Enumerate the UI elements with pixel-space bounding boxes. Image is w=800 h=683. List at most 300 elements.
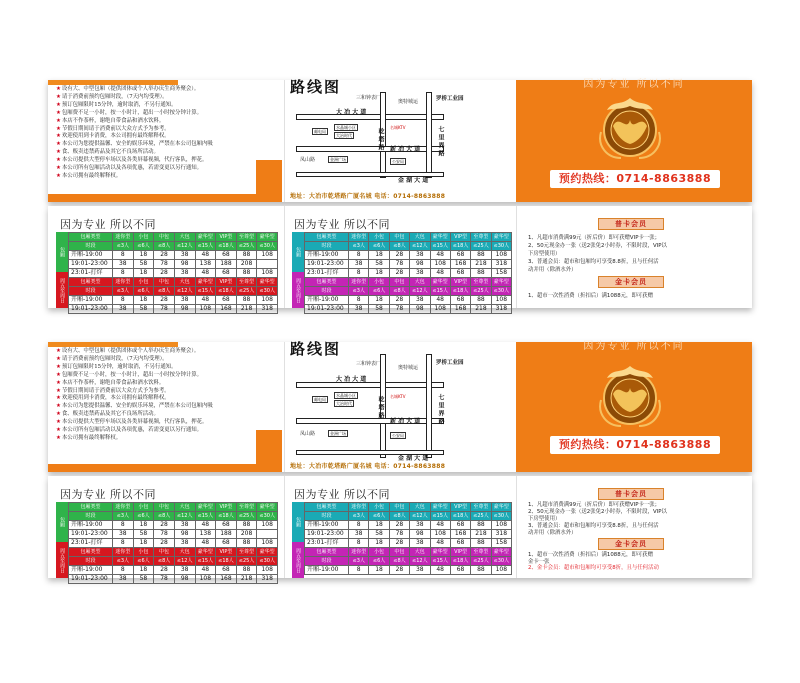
table-cell: ≤15人 xyxy=(195,512,216,521)
table-header-row xyxy=(305,548,512,557)
brand-panel xyxy=(516,80,752,202)
table-cell: 218 xyxy=(236,305,257,314)
table-cell: VIP型 xyxy=(216,278,237,287)
table-cell: 19:01-23:00 xyxy=(69,305,113,314)
table-cell: 大包 xyxy=(410,503,430,512)
table-cell: 108 xyxy=(257,539,278,548)
table-cell: 至尊型 xyxy=(471,503,491,512)
table-cell: 218 xyxy=(471,260,491,269)
table-cell: ≤18人 xyxy=(450,512,470,521)
text-line: 1、超市一次性消费（折扣后）满1088元，即可获赠 xyxy=(528,293,653,299)
table-cell: 48 xyxy=(195,539,216,548)
text-line: 1、超市一次性消费（折扣后）满1088元，即可获赠 xyxy=(528,552,653,558)
table-cell: ≤30人 xyxy=(491,512,511,521)
table-cell: 68 xyxy=(450,251,470,260)
table-cell: 迷你型 xyxy=(349,503,369,512)
notes-panel xyxy=(48,80,282,202)
table-cell: 108 xyxy=(257,296,278,305)
table-cell: ≤8人 xyxy=(389,287,409,296)
table-header-row xyxy=(69,233,278,242)
table-cell: ≤3人 xyxy=(349,557,369,566)
table-cell: 88 xyxy=(236,539,257,548)
table-cell: 至尊型 xyxy=(236,278,257,287)
table-cell: ≤6人 xyxy=(369,242,389,251)
table-cell: 98 xyxy=(174,305,195,314)
table-row xyxy=(69,296,278,305)
table-cell: 28 xyxy=(389,539,409,548)
table-cell: 78 xyxy=(154,530,175,539)
table-cell: 小包 xyxy=(133,233,154,242)
table-cell: 19:01-23:00 xyxy=(69,575,113,584)
table-cell: 时段 xyxy=(305,512,349,521)
table-cell: ≤3人 xyxy=(349,287,369,296)
text-line: 3、普通会员：超市和包厢均可享受8.8折，且与任何活 xyxy=(528,259,659,265)
table-cell: 168 xyxy=(450,305,470,314)
ktv-marker: 名城KTV xyxy=(390,125,406,130)
table-cell: 小包 xyxy=(133,278,154,287)
price-table-cyan xyxy=(304,232,512,314)
table-cell: ≤18人 xyxy=(216,242,237,251)
orange-corner xyxy=(256,160,282,202)
table-cell: 至尊型 xyxy=(471,548,491,557)
table-cell: 88 xyxy=(471,539,491,548)
table-cell: 108 xyxy=(491,296,511,305)
table-cell: 68 xyxy=(450,269,470,278)
table-row xyxy=(305,269,512,278)
table-cell: 78 xyxy=(389,305,409,314)
table-cell: 28 xyxy=(154,566,175,575)
table-header-row xyxy=(305,557,512,566)
table-cell: 迷你型 xyxy=(349,233,369,242)
table-cell: ≤30人 xyxy=(257,242,278,251)
gold-card-text xyxy=(528,292,748,300)
table-cell: 68 xyxy=(216,566,237,575)
table-cell: 108 xyxy=(430,260,450,269)
table-cell: ≤18人 xyxy=(450,557,470,566)
table-cell: ≤3人 xyxy=(113,557,134,566)
table-cell: 38 xyxy=(113,530,134,539)
table-cell: 88 xyxy=(236,296,257,305)
road-label: 七 里 界 路 xyxy=(437,394,444,425)
gold-card-title: 金卡会员 xyxy=(598,538,664,550)
table-cell: 豪华型 xyxy=(491,503,511,512)
table-cell: 68 xyxy=(450,566,470,575)
price-title: 因为专业 所以不同 xyxy=(60,218,156,231)
table-cell: ≤15人 xyxy=(430,287,450,296)
table-header-row xyxy=(305,242,512,251)
table-cell: ≤3人 xyxy=(349,512,369,521)
table-row xyxy=(305,539,512,548)
side-label: 包厢 xyxy=(292,232,304,272)
price-panel-cyan xyxy=(288,206,516,312)
table-cell: 豪华型 xyxy=(195,548,216,557)
table-cell: ≤18人 xyxy=(216,512,237,521)
table-cell: ≤6人 xyxy=(133,557,154,566)
note-item: ★ 节假日期间请于消费前以大众方式予为参考。 xyxy=(56,388,278,396)
text-line: 下房型使用） xyxy=(528,516,561,522)
table-cell: 豪华型 xyxy=(430,233,450,242)
normal-card-text xyxy=(528,234,748,274)
crest-logo xyxy=(591,360,669,432)
orange-corner xyxy=(256,430,282,472)
text-line: 3、普通会员：超市和包厢均可享受8.8折，且与任何活 xyxy=(528,523,659,529)
table-cell: 大包 xyxy=(174,503,195,512)
price-title: 因为专业 所以不同 xyxy=(294,218,390,231)
table-cell: 168 xyxy=(450,260,470,269)
table-cell: 138 xyxy=(195,530,216,539)
table-cell: 138 xyxy=(195,260,216,269)
table-cell: 88 xyxy=(471,251,491,260)
table-cell: 48 xyxy=(195,566,216,575)
map-panel xyxy=(288,80,516,202)
table-cell: 豪华型 xyxy=(195,278,216,287)
table-cell: ≤30人 xyxy=(257,512,278,521)
table-cell: ≤8人 xyxy=(154,287,175,296)
table-row xyxy=(69,251,278,260)
slogan-faint: 因为专业 所以不同 xyxy=(583,79,685,90)
table-cell: 68 xyxy=(216,539,237,548)
table-cell: 8 xyxy=(349,251,369,260)
table-cell: 迷你型 xyxy=(113,503,134,512)
table-cell: 28 xyxy=(389,296,409,305)
table-cell: 迷你型 xyxy=(113,233,134,242)
table-cell: 78 xyxy=(389,260,409,269)
table-cell: 时段 xyxy=(69,242,113,251)
table-cell: 18 xyxy=(369,566,389,575)
table-cell: ≤8人 xyxy=(154,557,175,566)
table-cell: 218 xyxy=(471,530,491,539)
text-line: 1、凡超市消费满99元（折后价）即可获赠VIP卡一张； xyxy=(528,235,661,241)
table-cell: 318 xyxy=(257,305,278,314)
table-cell: 包厢类型 xyxy=(305,278,349,287)
table-cell: 时段 xyxy=(305,242,349,251)
map-box: 邮电局 xyxy=(314,129,326,134)
table-cell: 包厢类型 xyxy=(69,278,113,287)
note-item: ★ 本公司为您提供温馨、安全的娱乐环境，严禁在本公司包厢内吸 xyxy=(56,141,278,149)
normal-card-title: 普卡会员 xyxy=(598,218,664,230)
table-cell: 48 xyxy=(195,269,216,278)
note-item: ★ 欢迎使用到卡消费，本公司拥有最终解释权。 xyxy=(56,133,278,141)
table-cell: 8 xyxy=(349,521,369,530)
table-cell: 108 xyxy=(257,566,278,575)
table-cell: ≤15人 xyxy=(195,287,216,296)
table-cell: ≤3人 xyxy=(113,242,134,251)
orange-top-bar xyxy=(48,80,178,85)
side-label: 周五至周日 xyxy=(292,272,304,308)
map-panel xyxy=(288,342,516,472)
map-box: 邮电局 xyxy=(314,397,326,402)
table-cell: 108 xyxy=(491,251,511,260)
table-cell: 豪华型 xyxy=(430,503,450,512)
table-cell: 38 xyxy=(174,296,195,305)
table-cell: 开厢-19:00 xyxy=(69,296,113,305)
road xyxy=(296,146,444,152)
orange-top-bar xyxy=(48,342,178,347)
table-cell: 18 xyxy=(133,539,154,548)
table-cell: ≤8人 xyxy=(389,512,409,521)
table-cell: 中包 xyxy=(389,503,409,512)
note-item: ★ 节假日期间请于消费前以大众方式予为参考。 xyxy=(56,126,278,134)
map-box: 公安局 xyxy=(392,159,404,164)
table-cell: ≤25人 xyxy=(471,242,491,251)
table-cell: 18 xyxy=(369,269,389,278)
table-cell: ≤30人 xyxy=(257,557,278,566)
note-item: ★ 本公司提供大型停车场以及各类屏幕视频，代行客队，押花。 xyxy=(56,419,278,427)
orange-bottom-strip xyxy=(48,194,282,202)
address-line: 地址：大冶市乾塔路广厦名城 电话：0714-8863888 xyxy=(290,193,446,200)
table-cell: 时段 xyxy=(69,557,113,566)
table-cell: 168 xyxy=(450,530,470,539)
table-cell: 豪华型 xyxy=(491,548,511,557)
road xyxy=(296,114,444,120)
price-table-green xyxy=(68,502,278,584)
map-box: 金洲广场 xyxy=(330,431,346,436)
notes-list xyxy=(56,348,278,443)
table-cell: 98 xyxy=(174,530,195,539)
table-cell: 38 xyxy=(113,305,134,314)
table-cell: 8 xyxy=(113,269,134,278)
table-cell: 48 xyxy=(430,269,450,278)
table-cell: 至尊型 xyxy=(236,233,257,242)
table-cell: 至尊型 xyxy=(236,503,257,512)
side-label: 包厢 xyxy=(292,502,304,542)
table-cell: 168 xyxy=(216,305,237,314)
table-cell: 318 xyxy=(491,305,511,314)
table-cell: 58 xyxy=(133,575,154,584)
table-cell: 68 xyxy=(216,296,237,305)
table-cell: 包厢类型 xyxy=(69,233,113,242)
note-item: ★ 本店不作茶杯，谢绝自带食品和酒水饮料。 xyxy=(56,118,278,126)
table-cell: ≤3人 xyxy=(113,287,134,296)
table-cell: 218 xyxy=(471,305,491,314)
table-row xyxy=(69,260,278,269)
table-row xyxy=(69,305,278,314)
road-label: 大 冶 大 道 xyxy=(336,376,367,383)
table-cell: 豪华型 xyxy=(257,233,278,242)
table-cell: ≤6人 xyxy=(369,287,389,296)
table-cell: 28 xyxy=(154,539,175,548)
table-cell: 38 xyxy=(410,539,430,548)
table-cell: ≤12人 xyxy=(410,557,430,566)
table-cell: 188 xyxy=(216,530,237,539)
table-cell: 88 xyxy=(236,521,257,530)
road-label: 新 冶 大 道 xyxy=(390,146,421,153)
sheet-front-1 xyxy=(48,80,752,202)
table-row xyxy=(305,296,512,305)
table-cell: VIP型 xyxy=(216,233,237,242)
table-cell: 68 xyxy=(216,521,237,530)
table-cell: 中包 xyxy=(389,278,409,287)
side-label: 周五至周日 xyxy=(56,272,68,308)
table-cell: 38 xyxy=(349,530,369,539)
table-cell: VIP型 xyxy=(216,548,237,557)
table-cell: ≤12人 xyxy=(174,287,195,296)
sheet-back-1 xyxy=(48,206,752,312)
table-header-row xyxy=(69,512,278,521)
table-cell: 8 xyxy=(349,296,369,305)
table-cell: 98 xyxy=(174,575,195,584)
table-header-row xyxy=(69,242,278,251)
table-cell: ≤15人 xyxy=(195,557,216,566)
table-cell: 108 xyxy=(257,521,278,530)
table-cell: 38 xyxy=(113,260,134,269)
table-row xyxy=(305,251,512,260)
normal-card-text xyxy=(528,502,748,537)
table-cell: ≤30人 xyxy=(491,242,511,251)
side-label: 包厢 xyxy=(56,502,68,542)
table-header-row xyxy=(305,287,512,296)
table-cell: ≤15人 xyxy=(430,512,450,521)
note-item: ★ 本店不作茶杯，谢绝自带食品和酒水饮料。 xyxy=(56,380,278,388)
table-cell: ≤25人 xyxy=(471,287,491,296)
table-cell: ≤25人 xyxy=(236,557,257,566)
table-cell: 18 xyxy=(369,539,389,548)
table-cell: 小包 xyxy=(133,503,154,512)
table-cell: 108 xyxy=(491,566,511,575)
table-cell: 68 xyxy=(216,251,237,260)
table-cell: 至尊型 xyxy=(471,233,491,242)
table-cell: 18 xyxy=(133,521,154,530)
table-cell: 豪华型 xyxy=(430,278,450,287)
table-cell: VIP型 xyxy=(450,548,470,557)
table-cell: 318 xyxy=(491,530,511,539)
table-cell: 19:01-23:00 xyxy=(305,305,349,314)
brand-panel xyxy=(516,342,752,472)
table-cell: 包厢类型 xyxy=(305,548,349,557)
table-cell: 豪华型 xyxy=(257,548,278,557)
price-panel-green xyxy=(48,476,282,582)
table-cell: 迷你型 xyxy=(349,278,369,287)
table-cell: 38 xyxy=(174,269,195,278)
table-row xyxy=(305,305,512,314)
table-cell: 108 xyxy=(491,521,511,530)
table-cell: VIP型 xyxy=(216,503,237,512)
slogan-faint: 因为专业 所以不同 xyxy=(583,341,685,352)
sheet-back-2 xyxy=(48,476,752,582)
table-cell: ≤25人 xyxy=(236,287,257,296)
table-cell: 开厢-19:00 xyxy=(305,521,349,530)
text-line: 1、凡超市消费满99元（折后价）即可获赠VIP卡一张； xyxy=(528,502,661,508)
table-cell: ≤18人 xyxy=(216,287,237,296)
table-cell: 开厢-19:00 xyxy=(69,521,113,530)
table-cell: 108 xyxy=(430,305,450,314)
table-cell: 18 xyxy=(369,521,389,530)
table-cell: 188 xyxy=(216,260,237,269)
table-cell: 88 xyxy=(471,269,491,278)
note-item: ★ 本公司所有包厢活动以及各项优惠，若需变更以另行通知。 xyxy=(56,427,278,435)
table-cell: 98 xyxy=(410,260,430,269)
table-cell: 38 xyxy=(113,575,134,584)
table-cell: 28 xyxy=(154,269,175,278)
table-cell: 98 xyxy=(410,530,430,539)
table-cell: 大包 xyxy=(174,548,195,557)
table-row xyxy=(69,530,278,539)
table-cell: 158 xyxy=(491,539,511,548)
table-cell: 大包 xyxy=(410,278,430,287)
table-cell: 小包 xyxy=(369,548,389,557)
price-panel-green xyxy=(48,206,282,312)
table-cell: 88 xyxy=(471,566,491,575)
gold-card-title: 金卡会员 xyxy=(598,276,664,288)
divider xyxy=(284,206,285,308)
table-header-row xyxy=(69,503,278,512)
table-cell: 38 xyxy=(410,251,430,260)
map-label: 罗桥工业园 xyxy=(436,360,464,366)
table-cell: 小包 xyxy=(369,278,389,287)
map-label: 三和钟表厂 xyxy=(356,95,382,101)
note-item: ★ 本公司提供大型停车场以及各类屏幕视频，代行客队，押花。 xyxy=(56,157,278,165)
table-cell: 38 xyxy=(174,251,195,260)
table-cell: 88 xyxy=(236,251,257,260)
side-label: 包厢 xyxy=(56,232,68,272)
table-row xyxy=(69,269,278,278)
road-label: 新 冶 大 道 xyxy=(390,418,421,425)
table-cell: 58 xyxy=(133,305,154,314)
table-cell: 38 xyxy=(410,521,430,530)
table-cell: ≤6人 xyxy=(369,557,389,566)
table-cell: 19:01-23:00 xyxy=(305,260,349,269)
table-cell: ≤12人 xyxy=(410,287,430,296)
crest-logo xyxy=(591,92,669,164)
table-cell: ≤25人 xyxy=(471,512,491,521)
road xyxy=(296,418,444,424)
table-cell: 19:01-23:00 xyxy=(69,530,113,539)
road-label: 大 冶 大 道 xyxy=(336,109,367,116)
table-cell: ≤18人 xyxy=(450,287,470,296)
normal-card-title: 普卡会员 xyxy=(598,488,664,500)
note-item: ★ 本公司拥有最终解释权。 xyxy=(56,173,278,181)
table-cell: 中包 xyxy=(389,233,409,242)
table-cell: 大包 xyxy=(410,548,430,557)
map-title: 路线图 xyxy=(290,340,342,358)
table-cell: 包厢类型 xyxy=(69,503,113,512)
table-cell: 18 xyxy=(133,251,154,260)
table-cell: ≤18人 xyxy=(216,557,237,566)
note-item: ★ 欢迎使用到卡消费，本公司拥有最终解释权。 xyxy=(56,395,278,403)
table-row xyxy=(305,521,512,530)
table-cell: 108 xyxy=(195,305,216,314)
table-cell: 开厢-19:00 xyxy=(305,296,349,305)
table-cell: 28 xyxy=(389,521,409,530)
note-item: ★ 食、贩卖违禁药品及其它不良场所活动。 xyxy=(56,149,278,157)
table-cell: 108 xyxy=(257,269,278,278)
price-title: 因为专业 所以不同 xyxy=(294,488,390,501)
table-cell: 208 xyxy=(236,530,257,539)
table-cell: 中包 xyxy=(154,233,175,242)
table-cell: 78 xyxy=(154,260,175,269)
table-cell: VIP型 xyxy=(450,233,470,242)
table-cell: 时段 xyxy=(305,557,349,566)
table-cell: 包厢类型 xyxy=(305,503,349,512)
table-cell: 迷你型 xyxy=(113,548,134,557)
divider xyxy=(284,342,285,472)
table-cell: 38 xyxy=(349,305,369,314)
table-cell: 38 xyxy=(410,296,430,305)
table-cell: 8 xyxy=(113,521,134,530)
table-cell: ≤6人 xyxy=(369,512,389,521)
table-cell: 大包 xyxy=(174,233,195,242)
table-row xyxy=(69,521,278,530)
road xyxy=(426,354,432,458)
table-cell: 18 xyxy=(133,296,154,305)
table-cell: 78 xyxy=(154,575,175,584)
table-cell: VIP型 xyxy=(450,503,470,512)
note-item: ★ 包厢费不足一小时，按一小时计，超出一小时按分钟计算。 xyxy=(56,372,278,380)
table-cell: 88 xyxy=(236,566,257,575)
table-cell: 中包 xyxy=(154,278,175,287)
table-cell: 23:01-打烊 xyxy=(305,269,349,278)
text-line: 2、50元现金办一张（送2张免2小时券，不限时段，VIP以 xyxy=(528,243,667,249)
